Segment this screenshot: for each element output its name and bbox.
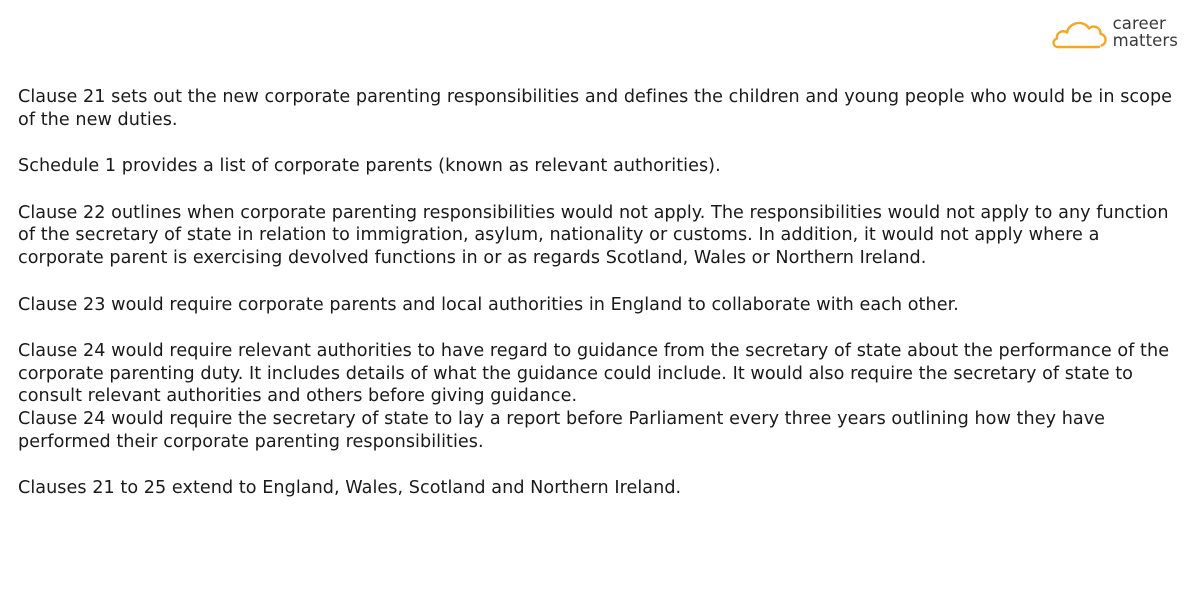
logo-text-line1: career (1112, 14, 1166, 33)
paragraph-clause-24-guidance: Clause 24 would require relevant authorities to have regard to guidance from the secretary of state about the performance of the corporate parenting duty. It includes details of what the guidance could include. It would also require the secretary of state to consult relevant authorities and others before giving guidance. (18, 341, 1170, 407)
logo-wordmark (1113, 15, 1178, 49)
paragraph-clause-24-report: Clause 24 would require the secretary of state to lay a report before Parliament every three years outlining how they have performed their corporate parenting responsibilities. (18, 408, 1106, 452)
paragraph-extent: Clauses 21 to 25 extend to England, Wales, Scotland and Northern Ireland. (18, 478, 682, 499)
paragraph-clause-23: Clause 23 would require corporate parents and local authorities in England to collaborate with each other. (18, 294, 959, 315)
paragraph-clause-22: Clause 22 outlines when corporate parenting responsibilities would not apply. The responsibilities would not apply to any function of the secretary of state in relation to immigration, asylum, nationality or customs. In addition, it would not apply where a corporate parent is exercising devolved functions in or as regards Scotland, Wales or Northern Ireland. (18, 202, 1169, 268)
paragraph-clause-21: Clause 21 sets out the new corporate parenting responsibilities and defines the children and young people who would be in scope of the new duties. (18, 87, 1173, 130)
paragraph-schedule-1: Schedule 1 provides a list of corporate parents (known as relevant authorities). (18, 156, 721, 177)
cloud-icon (1051, 14, 1109, 50)
logo-text-line2: matters (1112, 31, 1178, 50)
document-body (18, 86, 1188, 524)
career-matters-logo (1051, 14, 1178, 50)
